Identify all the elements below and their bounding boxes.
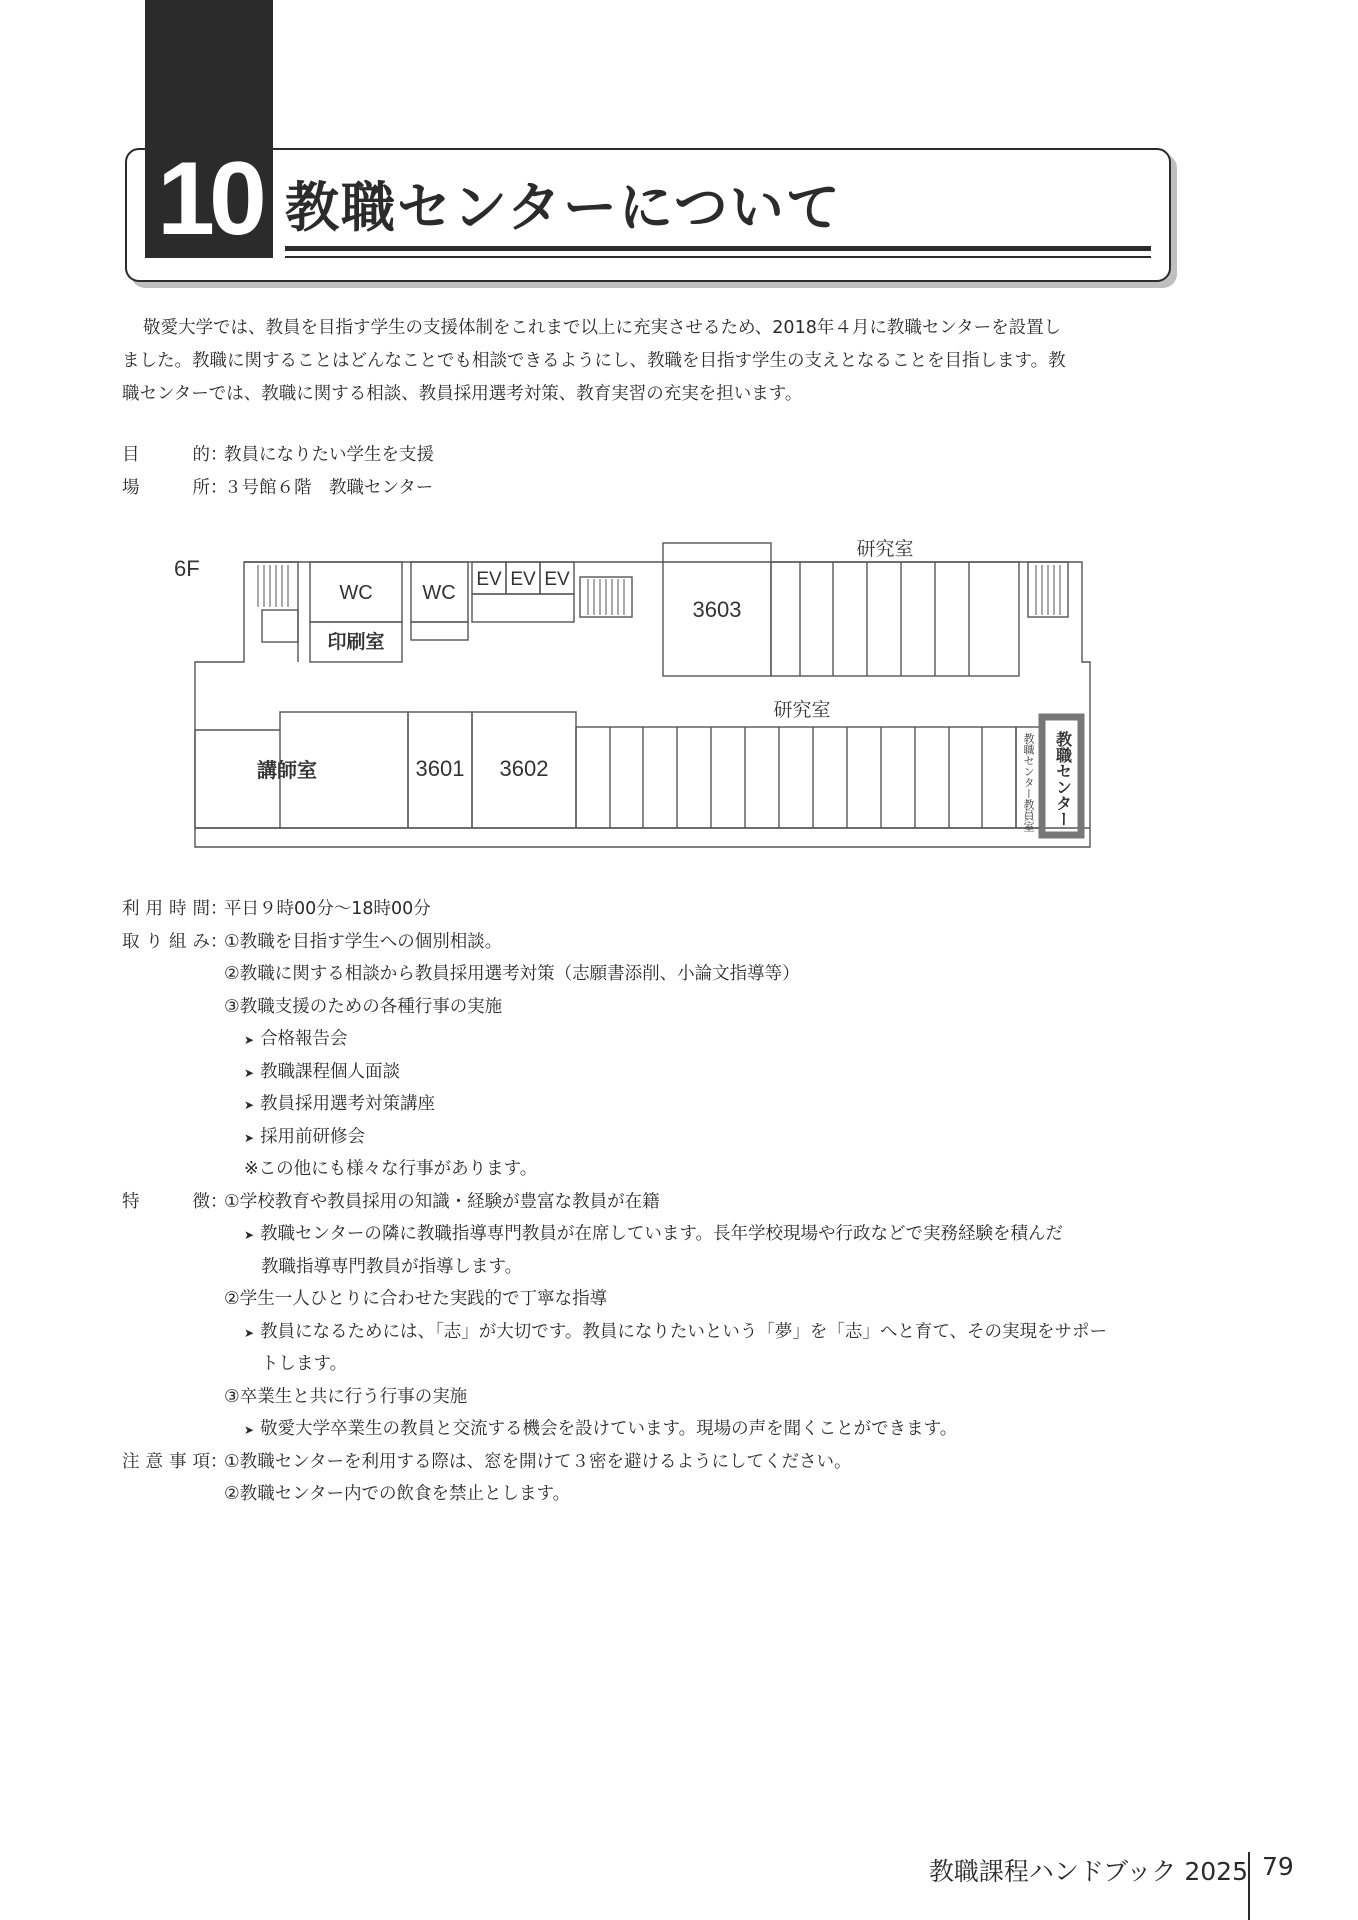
- arrow-bullet-icon: ➤: [244, 1130, 255, 1145]
- place-value: ３号館６階 教職センター: [224, 478, 434, 498]
- page-footer: [0, 1852, 1358, 1920]
- center-staff-room-label: 教職センター教員室: [1022, 733, 1034, 832]
- features-item-1-detail-cont: 教職指導専門教員が指導します。: [261, 1256, 523, 1277]
- list-item: ➤ 教職課程個人面談: [244, 1061, 401, 1082]
- print-room-label: 印刷室: [327, 632, 385, 653]
- efforts-note: ※この他にも様々な行事があります。: [244, 1159, 538, 1179]
- hours-value: 平日９時00分〜18時00分: [224, 899, 431, 919]
- hours-label: 利用時間: [122, 899, 210, 919]
- efforts-item-1: ①教職を目指す学生への個別相談。: [224, 931, 503, 952]
- arrow-bullet-icon: ➤: [244, 1098, 255, 1112]
- lab-top-label: 研究室: [856, 539, 914, 560]
- room-3602-label: 3602: [499, 756, 549, 781]
- title-underline: [285, 246, 1151, 251]
- purpose-value: 教員になりたい学生を支援: [224, 445, 434, 465]
- page-title: 教職センターについて: [285, 176, 842, 239]
- place-label: 場 所: [122, 478, 210, 498]
- list-item: ➤ 採用前研修会: [244, 1126, 366, 1147]
- purpose-row: 目 的：教員になりたい学生を支援: [122, 439, 434, 471]
- book-title: 教職課程ハンドブック 2025: [928, 1857, 1248, 1886]
- details-block: [122, 893, 1182, 1511]
- features-item-2-detail-cont: トします。: [261, 1354, 348, 1374]
- floor-label: 6F: [174, 556, 200, 581]
- arrow-bullet-icon: ➤: [244, 1033, 255, 1047]
- list-item: ➤ 敬愛大学卒業生の教員と交流する機会を設けています。現場の声を聞くことができます。: [244, 1419, 958, 1439]
- title-underline-thin: [285, 256, 1151, 258]
- ev-label-1: EV: [476, 569, 502, 590]
- lab-bottom-label: 研究室: [773, 700, 831, 721]
- intro-paragraph: [122, 312, 1170, 411]
- arrow-bullet-icon: ➤: [244, 1065, 255, 1080]
- efforts-item-3: ③教職支援のための各種行事の実施: [224, 996, 503, 1017]
- notes-label: 注意事項: [122, 1451, 210, 1472]
- room-3603-label: 3603: [692, 597, 742, 622]
- ev-label-3: EV: [544, 569, 570, 590]
- place-row: 場 所：３号館６階 教職センター: [122, 472, 433, 504]
- ev-label-2: EV: [510, 569, 536, 590]
- arrow-bullet-icon: ➤: [244, 1423, 255, 1437]
- features-row: 特 徴 ： ①学校教育や教員採用の知識・経験が豊富な教員が在籍: [122, 1186, 1182, 1219]
- arrow-bullet-icon: ➤: [244, 1228, 255, 1242]
- features-item-2: ②学生一人ひとりに合わせた実践的で丁寧な指導: [224, 1289, 608, 1309]
- features-item-3: ③卒業生と共に行う行事の実施: [224, 1386, 468, 1407]
- notes-item-1: ①教職センターを利用する際は、窓を開けて３密を避けるようにしてください。: [224, 1451, 852, 1472]
- features-label: 特 徴: [122, 1191, 210, 1212]
- page-number: 79: [1262, 1852, 1294, 1881]
- list-item: ➤ 教員採用選考対策講座: [244, 1094, 436, 1114]
- purpose-label: 目 的: [122, 445, 210, 465]
- features-item-1: ①学校教育や教員採用の知識・経験が豊富な教員が在籍: [224, 1191, 660, 1212]
- room-3601-label: 3601: [415, 756, 465, 781]
- notes-row: 注意事項 ： ①教職センターを利用する際は、窓を開けて３密を避けるようにしてください。: [122, 1446, 1182, 1479]
- wc-label-2: WC: [422, 582, 456, 604]
- intro-line-3: 職センターでは、教職に関する相談、教員採用選考対策、教育実習の充実を担います。: [122, 384, 803, 404]
- footer-divider: [1248, 1852, 1250, 1920]
- list-item: ➤ 教職センターの隣に教職指導専門教員が在席しています。長年学校現場や行政などで実務経験を積んだ: [244, 1224, 1063, 1244]
- efforts-label: 取り組み: [122, 931, 210, 952]
- hours-row: 利用時間 ： 平日９時00分〜18時00分: [122, 893, 1182, 926]
- notes-item-2: ②教職センター内での飲食を禁止とします。: [224, 1484, 571, 1504]
- chapter-number: 10: [145, 140, 273, 258]
- efforts-row: 取り組み ： ①教職を目指す学生への個別相談。: [122, 926, 1182, 959]
- intro-line-2: ました。教職に関することはどんなことでも相談できるようにし、教職を目指す学生の支えとなることを目指します。教: [122, 351, 1066, 371]
- lecturer-room-label: 講師室: [257, 760, 317, 782]
- intro-line-1: 敬愛大学では、教員を目指す学生の支援体制をこれまで以上に充実させるため、2018年４月に教職センターを設置し: [143, 318, 1062, 338]
- efforts-item-2: ②教職に関する相談から教員採用選考対策（志願書添削、小論文指導等）: [224, 964, 800, 984]
- list-item: ➤ 教員になるためには、「志」が大切です。教員になりたいという「夢」を「志」へと育て、その実現をサポー: [244, 1321, 1108, 1342]
- floor-plan: [170, 535, 1110, 855]
- list-item: ➤ 合格報告会: [244, 1029, 348, 1049]
- wc-label-1: WC: [339, 582, 373, 604]
- center-label: 教職センター: [1053, 731, 1071, 827]
- arrow-bullet-icon: ➤: [244, 1325, 255, 1340]
